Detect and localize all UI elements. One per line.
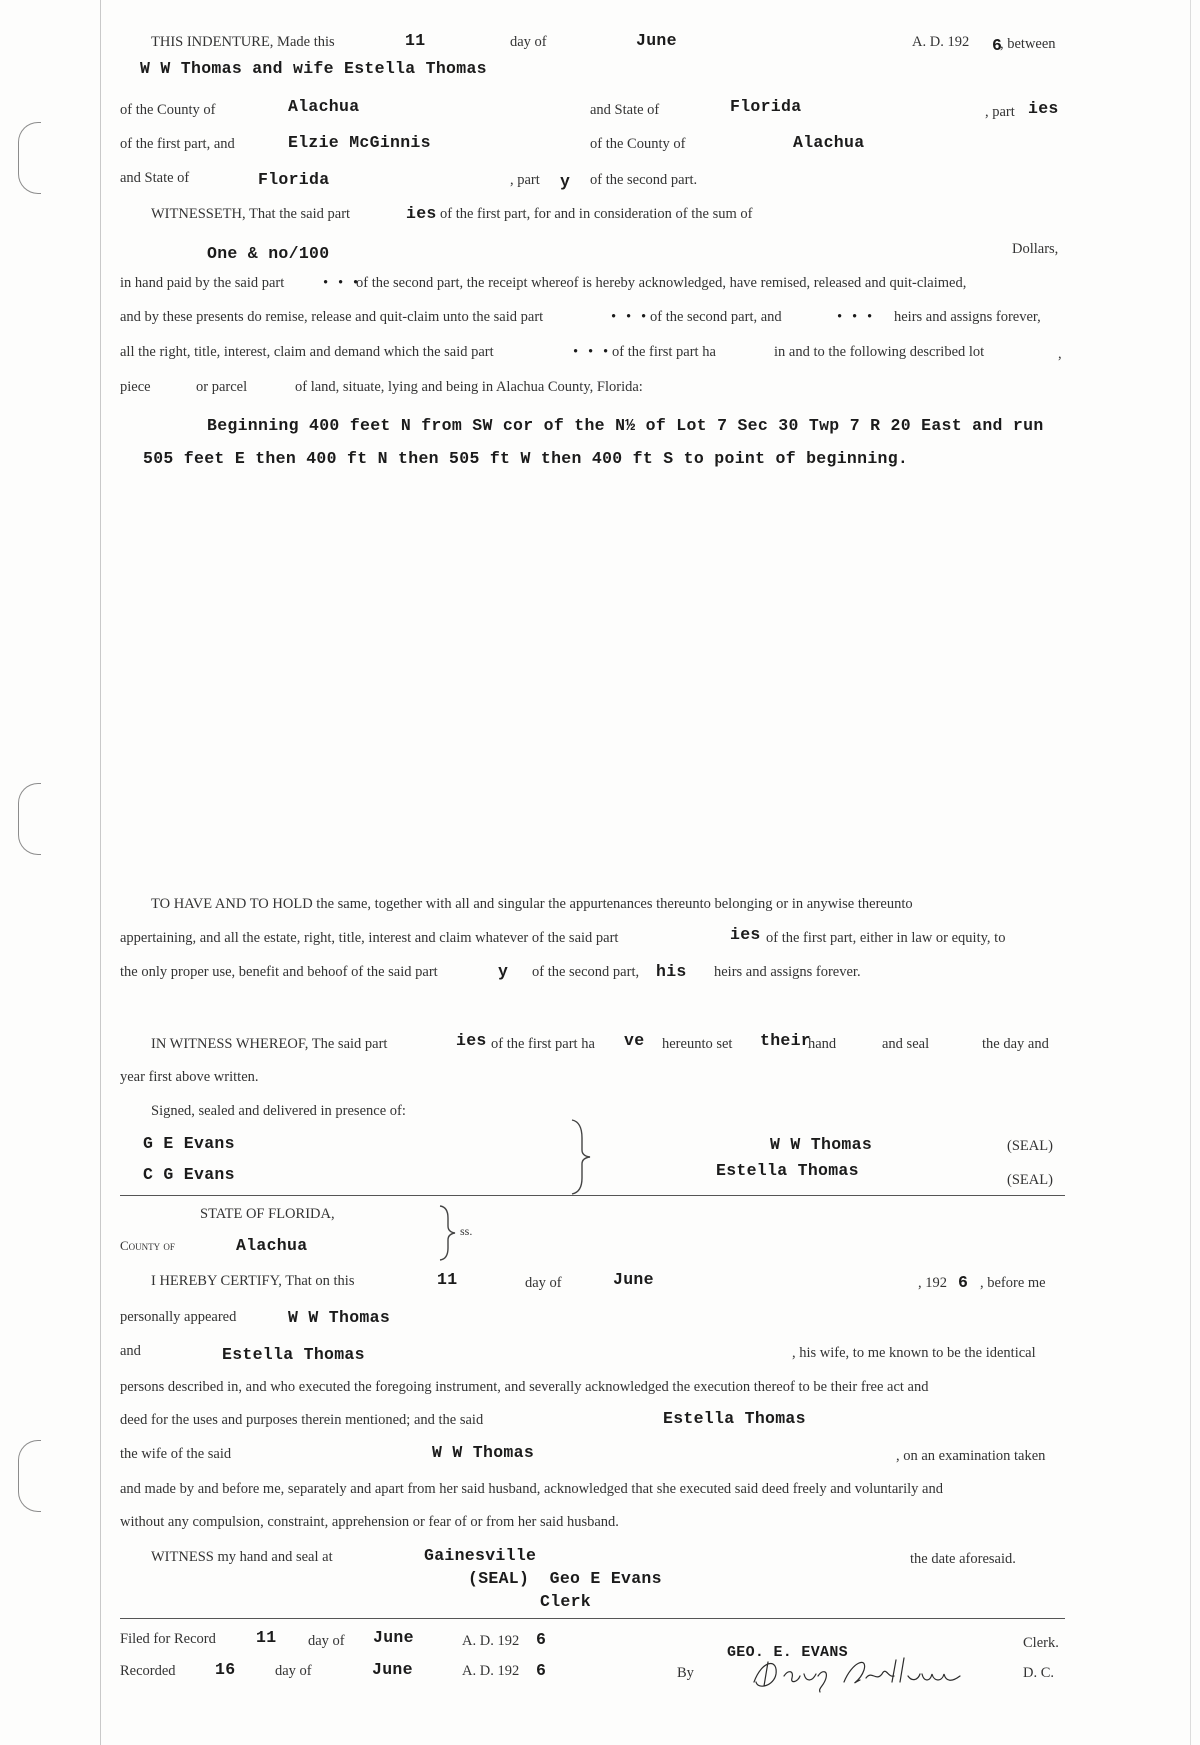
ack-day-of: day of xyxy=(525,1275,562,1291)
state-of-florida: STATE OF FLORIDA, xyxy=(200,1206,335,1222)
grantor-names: W W Thomas and wife Estella Thomas xyxy=(140,59,487,78)
made-before-me-text: and made by and before me, separately and apart from her said husband, acknowledged that she executed said deed freely and voluntarily and xyxy=(120,1481,943,1497)
in-witness-suffix: ies xyxy=(456,1031,487,1050)
grantor-state: Florida xyxy=(730,97,802,116)
on-examination-text: , on an examination taken xyxy=(896,1448,1046,1464)
filed-for-record: Filed for Record xyxy=(120,1631,216,1647)
grantee-county: Alachua xyxy=(793,133,865,152)
dollars-label: Dollars, xyxy=(1012,241,1059,257)
recorded-month: June xyxy=(372,1660,413,1679)
part-suffix-2: y xyxy=(560,172,571,191)
acknowledgment-divider xyxy=(120,1195,1065,1196)
husband-name: W W Thomas xyxy=(432,1443,535,1462)
ack-year-prefix: , 192 xyxy=(918,1275,947,1291)
by-label: By xyxy=(677,1665,694,1681)
binder-hole-bottom xyxy=(18,1440,41,1512)
date-aforesaid: the date aforesaid. xyxy=(910,1551,1016,1567)
habendum-line-3c: heirs and assigns forever. xyxy=(714,964,861,980)
state-label-2: and State of xyxy=(120,170,190,186)
ss-label: ss. xyxy=(460,1224,473,1238)
in-witness-e: the day and xyxy=(982,1036,1049,1052)
remise-dots-2: • • • xyxy=(836,310,874,324)
filed-month: June xyxy=(373,1628,414,1647)
ad-label: A. D. 192 xyxy=(912,34,970,50)
ack-month: June xyxy=(613,1270,654,1289)
in-witness-d: and seal xyxy=(882,1036,930,1052)
and-label: and xyxy=(120,1343,141,1359)
witnesseth-text-a: WITNESSETH, That the said part xyxy=(151,206,351,222)
right-title-text-b: of the first part ha xyxy=(612,344,716,360)
wife-name: Estella Thomas xyxy=(663,1409,806,1428)
his-wife-text: , his wife, to me known to be the identical xyxy=(792,1345,1036,1361)
recording-divider xyxy=(120,1618,1065,1619)
habendum-suffix-2: y xyxy=(498,962,509,981)
in-witness-hand: hand xyxy=(808,1036,837,1052)
paid-dots: • • • xyxy=(322,276,360,290)
habendum-line-1: TO HAVE AND TO HOLD the same, together with all and singular the appurtenances thereunto belonging or in anywise thereunto xyxy=(151,896,913,912)
ss-brace xyxy=(436,1204,460,1262)
signer-1: W W Thomas xyxy=(770,1135,873,1154)
habendum-line-3a: the only proper use, benefit and behoof of the said part xyxy=(120,964,438,980)
habendum-his: his xyxy=(656,962,687,981)
deed-uses-text: deed for the uses and purposes therein mentioned; and the said xyxy=(120,1412,484,1428)
recorded-year: 6 xyxy=(536,1661,547,1680)
part-label-1: , part xyxy=(985,104,1015,120)
binder-hole-top xyxy=(18,122,41,194)
part-suffix-1: ies xyxy=(1028,99,1059,118)
left-margin-rule xyxy=(100,0,101,1745)
habendum-line-2a: appertaining, and all the estate, right, title, interest and claim whatever of the said part xyxy=(120,930,619,946)
remise-text-c: heirs and assigns forever, xyxy=(894,309,1041,325)
remise-text-b: of the second part, and xyxy=(650,309,782,325)
deputy-clerk-signature xyxy=(748,1652,988,1694)
ack-person-2: Estella Thomas xyxy=(222,1345,365,1364)
seal-2: (SEAL) xyxy=(1007,1172,1053,1188)
first-part-label: of the first part, and xyxy=(120,136,235,152)
parcel-label: or parcel xyxy=(196,379,248,395)
clerk-label: Clerk. xyxy=(1023,1635,1059,1651)
ack-day: 11 xyxy=(437,1270,458,1289)
witness-2: C G Evans xyxy=(143,1165,235,1184)
signer-2: Estella Thomas xyxy=(716,1161,859,1180)
filed-year: 6 xyxy=(536,1630,547,1649)
remise-dots-1: • • • xyxy=(610,310,648,324)
filed-day-of: day of xyxy=(308,1633,345,1649)
clerk-name: GEO. E. EVANS xyxy=(727,1644,848,1661)
habendum-line-3b: of the second part, xyxy=(532,964,640,980)
wife-of-text: the wife of the said xyxy=(120,1446,232,1462)
personally-appeared: personally appeared xyxy=(120,1309,237,1325)
right-title-text-c: in and to the following described lot xyxy=(774,344,985,360)
right-edge-rule xyxy=(1190,0,1191,1745)
binder-hole-middle xyxy=(18,783,41,855)
certify-text: I HEREBY CERTIFY, That on this xyxy=(151,1273,355,1289)
grantee-state: Florida xyxy=(258,170,330,189)
ack-year-digit: 6 xyxy=(958,1273,969,1292)
land-situate-text: of land, situate, lying and being in Alachua County, Florida: xyxy=(295,379,643,395)
signed-sealed-text: Signed, sealed and delivered in presence of: xyxy=(151,1103,406,1119)
in-witness-c: hereunto set xyxy=(662,1036,733,1052)
piece-label: piece xyxy=(120,379,151,395)
county-of-label: County of xyxy=(120,1238,175,1253)
persons-described-text: persons described in, and who executed the foregoing instrument, and severally acknowledged the execution thereof to be their free act and xyxy=(120,1379,929,1395)
dc-label: D. C. xyxy=(1023,1665,1055,1681)
habendum-line-2b: of the first part, either in law or equity, to xyxy=(766,930,1006,946)
indenture-year-digit: 6 xyxy=(992,36,1003,55)
recorded-label: Recorded xyxy=(120,1663,176,1679)
witnesseth-text-b: of the first part, for and in consideration of the sum of xyxy=(440,206,753,222)
ack-county: Alachua xyxy=(236,1236,308,1255)
ack-place: Gainesville xyxy=(424,1546,537,1565)
legal-description-line-1: Beginning 400 feet N from SW cor of the N½ of Lot 7 Sec 30 Twp 7 R 20 East and run xyxy=(207,416,1044,435)
filed-day: 11 xyxy=(256,1628,277,1647)
recorded-day: 16 xyxy=(215,1660,236,1679)
right-title-dots: • • • xyxy=(572,345,610,359)
second-part-label: of the second part. xyxy=(590,172,698,188)
before-me-label: , before me xyxy=(980,1275,1046,1291)
in-witness-line-2: year first above written. xyxy=(120,1069,259,1085)
clerk-title: Clerk xyxy=(540,1592,592,1611)
remise-text-a: and by these presents do remise, release and quit-claim unto the said part xyxy=(120,309,544,325)
indenture-day: 11 xyxy=(405,31,426,50)
indenture-month: June xyxy=(636,31,677,50)
witness-1: G E Evans xyxy=(143,1134,235,1153)
paid-text-a: in hand paid by the said part xyxy=(120,275,285,291)
right-title-comma: , xyxy=(1058,346,1062,362)
recorded-day-of: day of xyxy=(275,1663,312,1679)
between-label: , between xyxy=(1000,36,1056,52)
filed-ad: A. D. 192 xyxy=(462,1633,520,1649)
opening-text: THIS INDENTURE, Made this xyxy=(151,34,335,50)
state-label-1: and State of xyxy=(590,102,660,118)
witness-hand-seal-text: WITNESS my hand and seal at xyxy=(151,1549,333,1565)
in-witness-b: of the first part ha xyxy=(491,1036,595,1052)
county-label-1: of the County of xyxy=(120,102,216,118)
right-title-text-a: all the right, title, interest, claim and demand which the said part xyxy=(120,344,494,360)
grantor-county: Alachua xyxy=(288,97,360,116)
clerk-seal-signature: (SEAL) Geo E Evans xyxy=(468,1569,662,1588)
day-of-label: day of xyxy=(510,34,547,50)
consideration-amount: One & no/100 xyxy=(207,244,330,263)
in-witness-ve: ve xyxy=(624,1031,645,1050)
grantee-name: Elzie McGinnis xyxy=(288,133,431,152)
without-compulsion-text: without any compulsion, constraint, apprehension or fear of or from her said husband. xyxy=(120,1514,619,1530)
signature-brace xyxy=(568,1118,598,1196)
in-witness-a: IN WITNESS WHEREOF, The said part xyxy=(151,1036,388,1052)
habendum-suffix-1: ies xyxy=(730,925,761,944)
in-witness-their: their xyxy=(760,1031,812,1050)
paid-text-b: of the second part, the receipt whereof is hereby acknowledged, have remised, released and quit-claimed, xyxy=(356,275,967,291)
county-label-2: of the County of xyxy=(590,136,686,152)
witnesseth-suffix: ies xyxy=(406,204,437,223)
legal-description-line-2: 505 feet E then 400 ft N then 505 ft W then 400 ft S to point of beginning. xyxy=(143,449,909,468)
recorded-ad: A. D. 192 xyxy=(462,1663,520,1679)
seal-1: (SEAL) xyxy=(1007,1138,1053,1154)
part-label-2: , part xyxy=(510,172,540,188)
ack-person-1: W W Thomas xyxy=(288,1308,391,1327)
